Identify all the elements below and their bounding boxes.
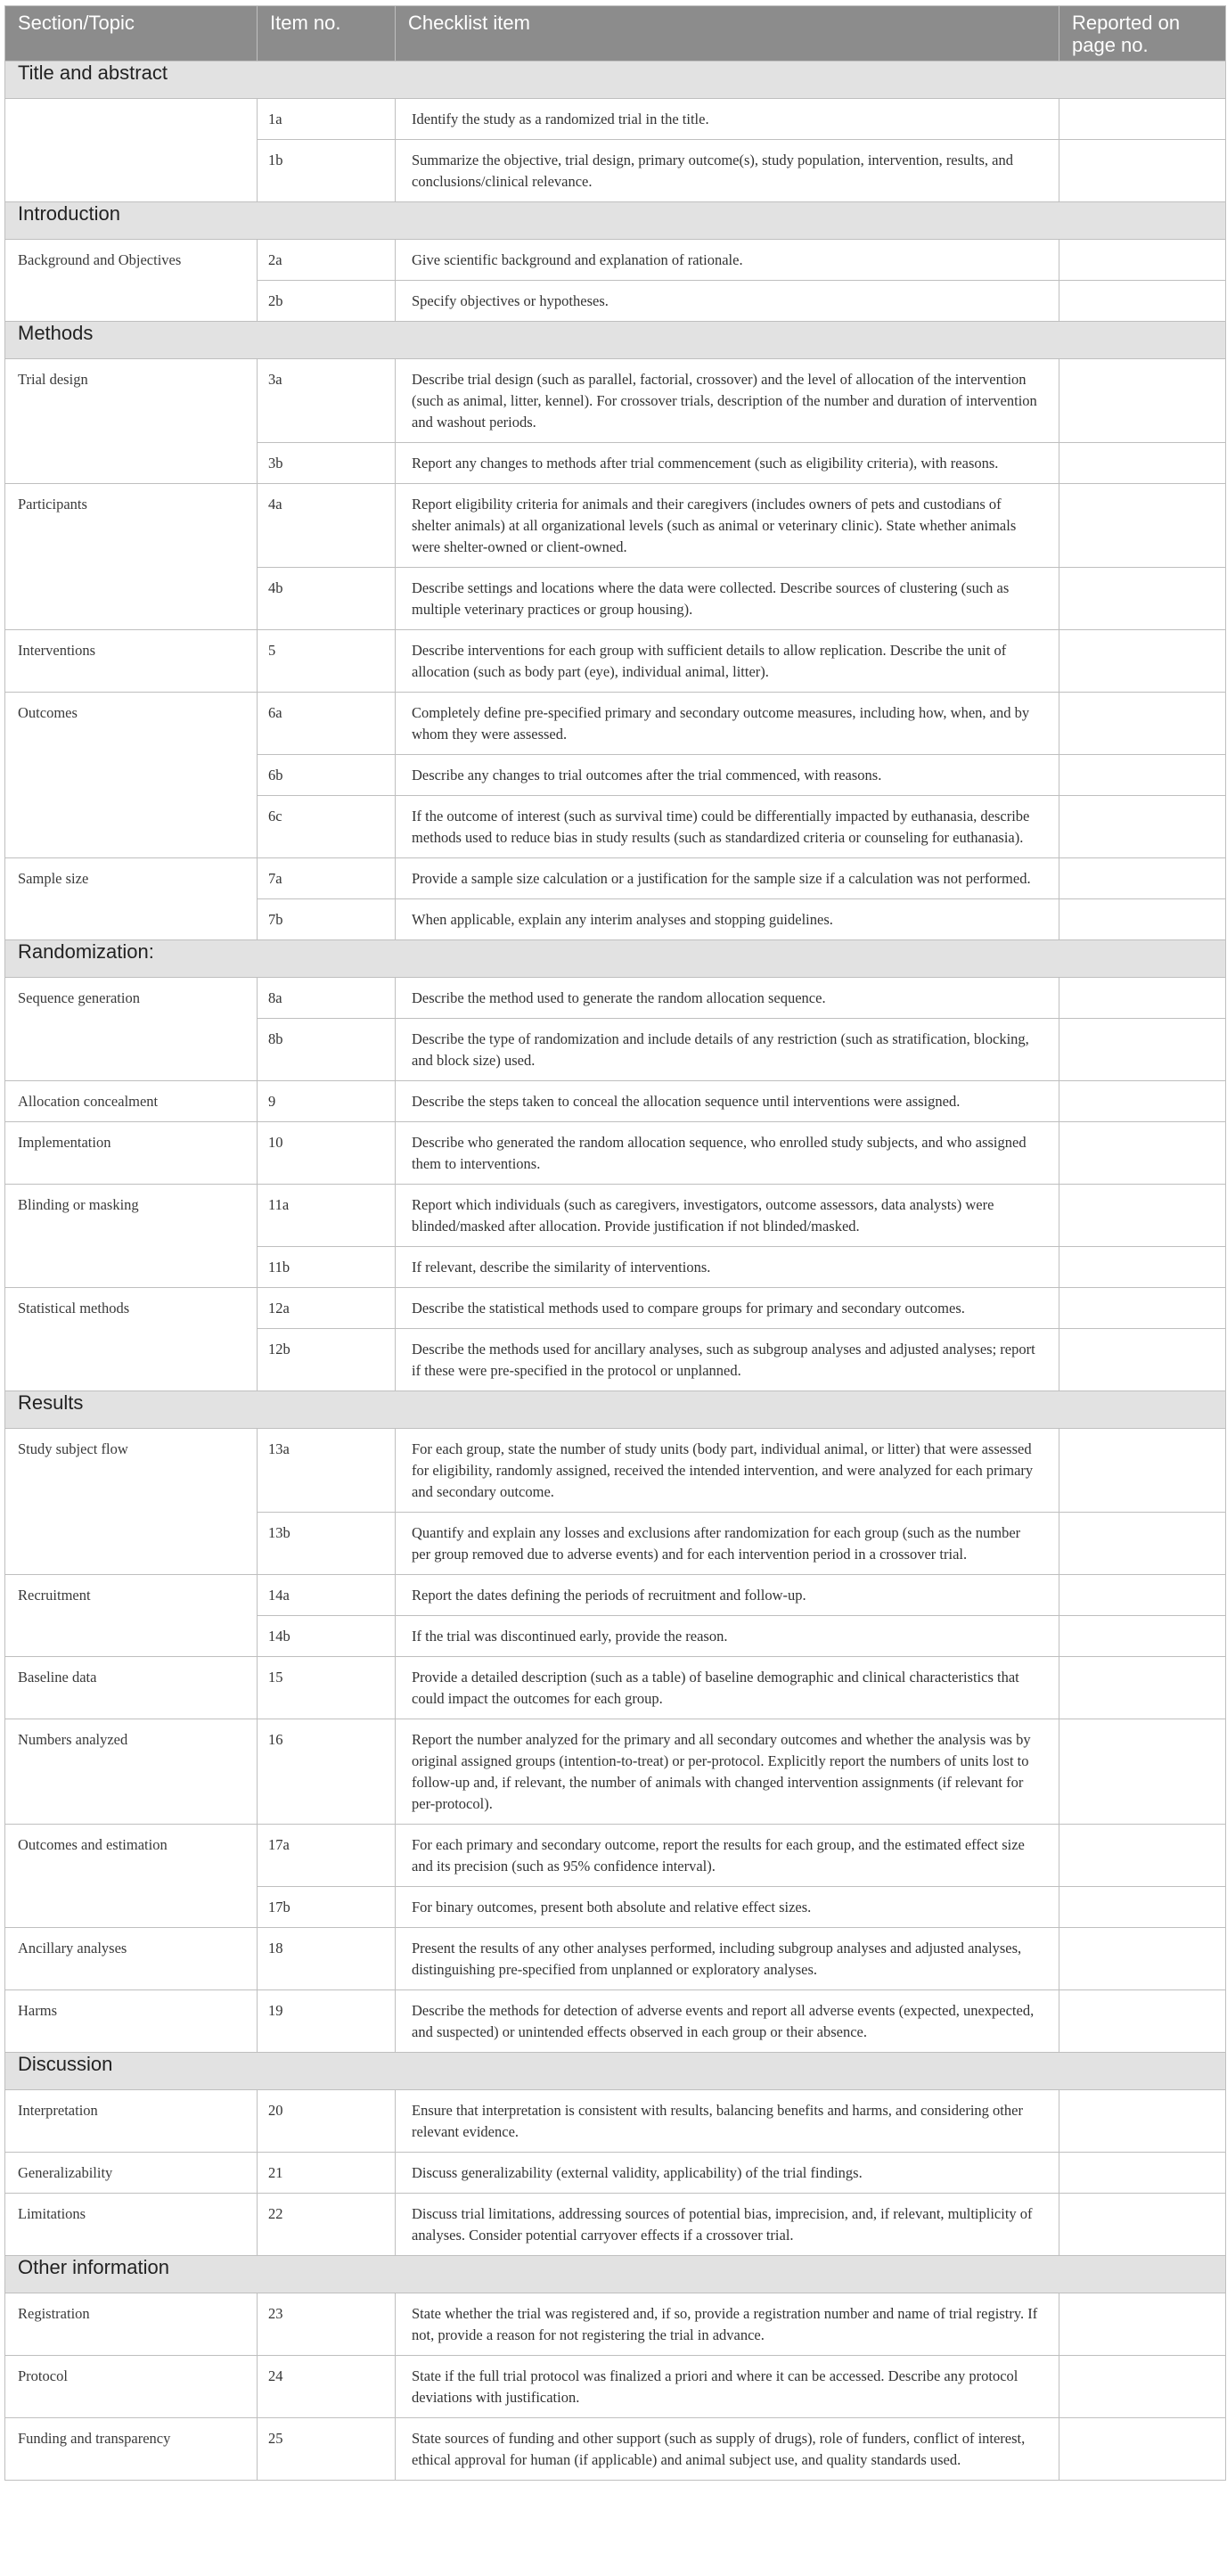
table-row <box>5 2293 1226 2356</box>
reported-page-cell <box>1059 1513 1226 1575</box>
table-row <box>5 2356 1226 2418</box>
topic-cell: Statistical methods <box>5 1288 258 1391</box>
reported-page-cell <box>1059 359 1226 443</box>
item-number-cell: 18 <box>258 1928 396 1990</box>
topic-cell <box>5 99 258 202</box>
item-number-cell: 3b <box>258 443 396 484</box>
checklist-item-cell: Describe who generated the random allocation sequence, who enrolled study subjects, and who assigned them to interventions. <box>396 1122 1059 1185</box>
topic-cell: Generalizability <box>5 2153 258 2194</box>
checklist-item-cell: Ensure that interpretation is consistent with results, balancing benefits and harms, and considering other relevant evidence. <box>396 2090 1059 2153</box>
reported-page-cell <box>1059 1247 1226 1288</box>
checklist-item-cell: When applicable, explain any interim analyses and stopping guidelines. <box>396 899 1059 940</box>
item-number-cell: 1b <box>258 140 396 202</box>
header-reported-page: Reported on page no. <box>1059 6 1226 62</box>
reported-page-cell <box>1059 1019 1226 1081</box>
reported-page-cell <box>1059 484 1226 568</box>
item-number-cell: 14a <box>258 1575 396 1616</box>
topic-cell: Study subject flow <box>5 1429 258 1575</box>
reported-page-cell <box>1059 693 1226 755</box>
section-row <box>5 322 1226 359</box>
reported-page-cell <box>1059 2153 1226 2194</box>
item-number-cell: 6c <box>258 796 396 858</box>
checklist-item-cell: Summarize the objective, trial design, primary outcome(s), study population, intervention, results, and conclusions/clinical relevance. <box>396 140 1059 202</box>
item-number-cell: 20 <box>258 2090 396 2153</box>
header-row <box>5 6 1226 62</box>
reported-page-cell <box>1059 140 1226 202</box>
checklist-item-cell: Report the number analyzed for the primary and all secondary outcomes and whether the analysis was by original assigned groups (intention-to-treat) or per-protocol. Explicitly report the numbers of units lost to follow-up and, if relevant, the number of animals with changed intervention assignments (if relevant for per-protocol). <box>396 1719 1059 1825</box>
reported-page-cell <box>1059 443 1226 484</box>
table-row <box>5 1719 1226 1825</box>
checklist-item-cell: Describe trial design (such as parallel, factorial, crossover) and the level of allocation of the intervention (such as animal, litter, kennel). For crossover trials, description of the number and duration of intervention and washout periods. <box>396 359 1059 443</box>
checklist-item-cell: If the outcome of interest (such as survival time) could be differentially impacted by euthanasia, describe methods used to reduce bias in study results (such as standardized criteria or counseling for euthanasia). <box>396 796 1059 858</box>
table-row <box>5 693 1226 755</box>
topic-cell: Sample size <box>5 858 258 940</box>
section-row <box>5 2256 1226 2293</box>
item-number-cell: 8b <box>258 1019 396 1081</box>
topic-cell: Sequence generation <box>5 978 258 1081</box>
section-title: Results <box>5 1391 1226 1429</box>
topic-cell: Trial design <box>5 359 258 484</box>
topic-cell: Numbers analyzed <box>5 1719 258 1825</box>
item-number-cell: 6a <box>258 693 396 755</box>
reported-page-cell <box>1059 1081 1226 1122</box>
checklist-item-cell: Discuss generalizability (external validity, applicability) of the trial findings. <box>396 2153 1059 2194</box>
section-title: Randomization: <box>5 940 1226 978</box>
item-number-cell: 13b <box>258 1513 396 1575</box>
table-row <box>5 1122 1226 1185</box>
checklist-item-cell: Report any changes to methods after trial commencement (such as eligibility criteria), with reasons. <box>396 443 1059 484</box>
topic-cell: Interpretation <box>5 2090 258 2153</box>
reported-page-cell <box>1059 1575 1226 1616</box>
table-row <box>5 484 1226 568</box>
item-number-cell: 3a <box>258 359 396 443</box>
item-number-cell: 17b <box>258 1887 396 1928</box>
item-number-cell: 23 <box>258 2293 396 2356</box>
checklist-item-cell: Describe the statistical methods used to compare groups for primary and secondary outcomes. <box>396 1288 1059 1329</box>
table-row <box>5 1657 1226 1719</box>
item-number-cell: 19 <box>258 1990 396 2053</box>
item-number-cell: 9 <box>258 1081 396 1122</box>
table-row <box>5 630 1226 693</box>
topic-cell: Recruitment <box>5 1575 258 1657</box>
table-row <box>5 99 1226 140</box>
item-number-cell: 8a <box>258 978 396 1019</box>
item-number-cell: 4b <box>258 568 396 630</box>
topic-cell: Interventions <box>5 630 258 693</box>
header-checklist-item: Checklist item <box>396 6 1059 62</box>
checklist-item-cell: Provide a detailed description (such as a table) of baseline demographic and clinical characteristics that could impact the outcomes for each group. <box>396 1657 1059 1719</box>
item-number-cell: 7a <box>258 858 396 899</box>
reported-page-cell <box>1059 240 1226 281</box>
reported-page-cell <box>1059 1825 1226 1887</box>
table-row <box>5 1185 1226 1247</box>
reported-page-cell <box>1059 1719 1226 1825</box>
item-number-cell: 25 <box>258 2418 396 2481</box>
reported-page-cell <box>1059 2356 1226 2418</box>
reported-page-cell <box>1059 796 1226 858</box>
item-number-cell: 13a <box>258 1429 396 1513</box>
table-row <box>5 858 1226 899</box>
checklist-item-cell: Report which individuals (such as caregivers, investigators, outcome assessors, data analysts) were blinded/masked after allocation. Provide justification if not blinded/masked. <box>396 1185 1059 1247</box>
topic-cell: Limitations <box>5 2194 258 2256</box>
item-number-cell: 5 <box>258 630 396 693</box>
table-row <box>5 2418 1226 2481</box>
item-number-cell: 12a <box>258 1288 396 1329</box>
topic-cell: Allocation concealment <box>5 1081 258 1122</box>
table-row <box>5 2194 1226 2256</box>
topic-cell: Outcomes and estimation <box>5 1825 258 1928</box>
item-number-cell: 7b <box>258 899 396 940</box>
item-number-cell: 11b <box>258 1247 396 1288</box>
checklist-item-cell: For each group, state the number of study units (body part, individual animal, or litter) that were assessed for eligibility, randomly assigned, received the intended intervention, and were analyzed for each primary and secondary outcome. <box>396 1429 1059 1513</box>
table-row <box>5 2153 1226 2194</box>
item-number-cell: 10 <box>258 1122 396 1185</box>
item-number-cell: 2a <box>258 240 396 281</box>
section-row <box>5 62 1226 99</box>
reported-page-cell <box>1059 2194 1226 2256</box>
reported-page-cell <box>1059 1329 1226 1391</box>
table-row <box>5 1081 1226 1122</box>
table-row <box>5 240 1226 281</box>
reported-page-cell <box>1059 1887 1226 1928</box>
checklist-item-cell: If the trial was discontinued early, provide the reason. <box>396 1616 1059 1657</box>
reported-page-cell <box>1059 1185 1226 1247</box>
item-number-cell: 11a <box>258 1185 396 1247</box>
item-number-cell: 12b <box>258 1329 396 1391</box>
checklist-item-cell: Report eligibility criteria for animals and their caregivers (includes owners of pets and custodians of shelter animals) at all organizational levels (such as animal or veterinary clinic). State whether animals were shelter-owned or client-owned. <box>396 484 1059 568</box>
item-number-cell: 21 <box>258 2153 396 2194</box>
checklist-item-cell: State if the full trial protocol was finalized a priori and where it can be accessed. Describe any protocol deviations with justification. <box>396 2356 1059 2418</box>
checklist-item-cell: For binary outcomes, present both absolute and relative effect sizes. <box>396 1887 1059 1928</box>
checklist-item-cell: Discuss trial limitations, addressing sources of potential bias, imprecision, and, if relevant, multiplicity of analyses. Consider potential carryover effects if a crossover trial. <box>396 2194 1059 2256</box>
reported-page-cell <box>1059 755 1226 796</box>
item-number-cell: 14b <box>258 1616 396 1657</box>
topic-cell: Protocol <box>5 2356 258 2418</box>
section-title: Methods <box>5 322 1226 359</box>
header-item-no: Item no. <box>258 6 396 62</box>
item-number-cell: 2b <box>258 281 396 322</box>
table-row <box>5 978 1226 1019</box>
reported-page-cell <box>1059 568 1226 630</box>
item-number-cell: 22 <box>258 2194 396 2256</box>
reported-page-cell <box>1059 858 1226 899</box>
table-row <box>5 1429 1226 1513</box>
topic-cell: Outcomes <box>5 693 258 858</box>
reported-page-cell <box>1059 630 1226 693</box>
reported-page-cell <box>1059 99 1226 140</box>
item-number-cell: 16 <box>258 1719 396 1825</box>
checklist-item-cell: State whether the trial was registered and, if so, provide a registration number and name of trial registry. If not, provide a reason for not registering the trial in advance. <box>396 2293 1059 2356</box>
checklist-item-cell: Quantify and explain any losses and exclusions after randomization for each group (such as the number per group removed due to adverse events) and for each intervention period in a crossover trial. <box>396 1513 1059 1575</box>
reported-page-cell <box>1059 1288 1226 1329</box>
header-section-topic: Section/Topic <box>5 6 258 62</box>
topic-cell: Background and Objectives <box>5 240 258 322</box>
topic-cell: Participants <box>5 484 258 630</box>
checklist-item-cell: Provide a sample size calculation or a justification for the sample size if a calculation was not performed. <box>396 858 1059 899</box>
item-number-cell: 6b <box>258 755 396 796</box>
checklist-table <box>4 5 1226 2481</box>
table-row <box>5 1928 1226 1990</box>
checklist-item-cell: Give scientific background and explanation of rationale. <box>396 240 1059 281</box>
topic-cell: Funding and transparency <box>5 2418 258 2481</box>
section-title: Discussion <box>5 2053 1226 2090</box>
item-number-cell: 17a <box>258 1825 396 1887</box>
checklist-item-cell: Describe the method used to generate the random allocation sequence. <box>396 978 1059 1019</box>
reported-page-cell <box>1059 2293 1226 2356</box>
reported-page-cell <box>1059 1429 1226 1513</box>
checklist-item-cell: Describe the steps taken to conceal the allocation sequence until interventions were assigned. <box>396 1081 1059 1122</box>
table-row <box>5 2090 1226 2153</box>
reported-page-cell <box>1059 1990 1226 2053</box>
checklist-item-cell: Present the results of any other analyses performed, including subgroup analyses and adjusted analyses, distinguishing pre-specified from unplanned or exploratory analyses. <box>396 1928 1059 1990</box>
table-row <box>5 1575 1226 1616</box>
checklist-item-cell: Identify the study as a randomized trial in the title. <box>396 99 1059 140</box>
table-row <box>5 1288 1226 1329</box>
section-row <box>5 2053 1226 2090</box>
checklist-item-cell: If relevant, describe the similarity of interventions. <box>396 1247 1059 1288</box>
checklist-item-cell: Report the dates defining the periods of recruitment and follow-up. <box>396 1575 1059 1616</box>
section-row <box>5 1391 1226 1429</box>
reported-page-cell <box>1059 2418 1226 2481</box>
reported-page-cell <box>1059 1616 1226 1657</box>
reported-page-cell <box>1059 978 1226 1019</box>
reported-page-cell <box>1059 281 1226 322</box>
section-row <box>5 940 1226 978</box>
reported-page-cell <box>1059 1122 1226 1185</box>
section-row <box>5 202 1226 240</box>
checklist-body <box>5 62 1226 2481</box>
section-title: Other information <box>5 2256 1226 2293</box>
reported-page-cell <box>1059 899 1226 940</box>
checklist-item-cell: Describe the type of randomization and include details of any restriction (such as stratification, blocking, and block size) used. <box>396 1019 1059 1081</box>
section-title: Title and abstract <box>5 62 1226 99</box>
checklist-item-cell: Specify objectives or hypotheses. <box>396 281 1059 322</box>
topic-cell: Baseline data <box>5 1657 258 1719</box>
reported-page-cell <box>1059 1657 1226 1719</box>
topic-cell: Blinding or masking <box>5 1185 258 1288</box>
reported-page-cell <box>1059 1928 1226 1990</box>
checklist-item-cell: For each primary and secondary outcome, report the results for each group, and the estimated effect size and its precision (such as 95% confidence interval). <box>396 1825 1059 1887</box>
table-row <box>5 1990 1226 2053</box>
table-row <box>5 1825 1226 1887</box>
item-number-cell: 1a <box>258 99 396 140</box>
checklist-item-cell: State sources of funding and other support (such as supply of drugs), role of funders, conflict of interest, ethical approval for human (if applicable) and animal subject use, and quality standards used. <box>396 2418 1059 2481</box>
item-number-cell: 4a <box>258 484 396 568</box>
section-title: Introduction <box>5 202 1226 240</box>
reported-page-cell <box>1059 2090 1226 2153</box>
checklist-item-cell: Completely define pre-specified primary and secondary outcome measures, including how, when, and by whom they were assessed. <box>396 693 1059 755</box>
checklist-item-cell: Describe the methods used for ancillary analyses, such as subgroup analyses and adjusted analyses; report if these were pre-specified in the protocol or unplanned. <box>396 1329 1059 1391</box>
topic-cell: Registration <box>5 2293 258 2356</box>
checklist-item-cell: Describe any changes to trial outcomes after the trial commenced, with reasons. <box>396 755 1059 796</box>
topic-cell: Ancillary analyses <box>5 1928 258 1990</box>
checklist-item-cell: Describe settings and locations where the data were collected. Describe sources of clustering (such as multiple veterinary practices or group housing). <box>396 568 1059 630</box>
checklist-item-cell: Describe interventions for each group with sufficient details to allow replication. Describe the unit of allocation (such as body part (eye), individual animal, litter). <box>396 630 1059 693</box>
table-row <box>5 359 1226 443</box>
topic-cell: Harms <box>5 1990 258 2053</box>
topic-cell: Implementation <box>5 1122 258 1185</box>
checklist-item-cell: Describe the methods for detection of adverse events and report all adverse events (expected, unexpected, and suspected) or unintended effects observed in each group or their absence. <box>396 1990 1059 2053</box>
item-number-cell: 15 <box>258 1657 396 1719</box>
item-number-cell: 24 <box>258 2356 396 2418</box>
